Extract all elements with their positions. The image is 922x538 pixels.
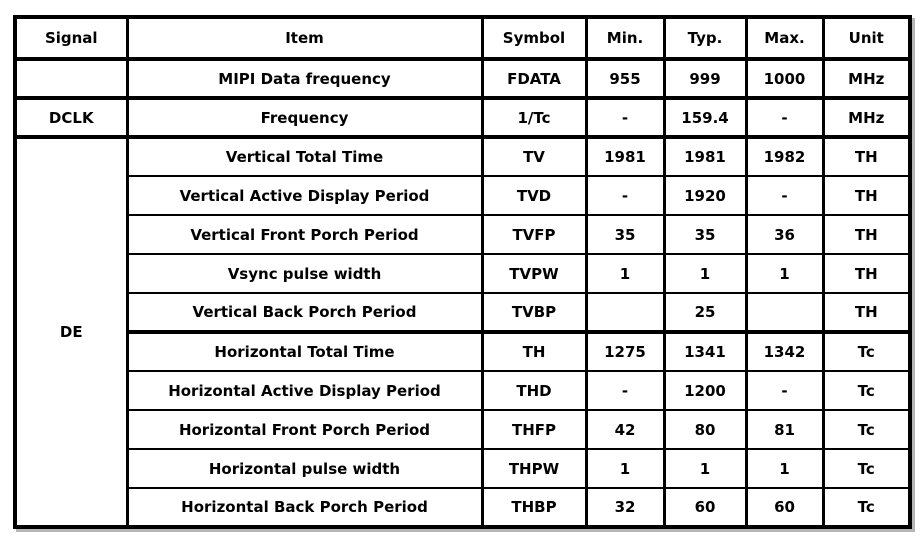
- unit-cell: TH: [823, 293, 910, 332]
- max-cell: 1000: [746, 59, 823, 98]
- typ-cell: 1341: [664, 332, 746, 371]
- signal-cell: DCLK: [15, 98, 127, 137]
- item-cell: Horizontal Total Time: [127, 332, 482, 371]
- symbol-cell: TVFP: [482, 215, 586, 254]
- unit-cell: Tc: [823, 371, 910, 410]
- max-cell: [746, 293, 823, 332]
- unit-cell: MHz: [823, 98, 910, 137]
- max-cell: 1982: [746, 137, 823, 176]
- typ-cell: 35: [664, 215, 746, 254]
- item-cell: MIPI Data frequency: [127, 59, 482, 98]
- typ-cell: 25: [664, 293, 746, 332]
- column-header-max: Max.: [746, 17, 823, 59]
- table-row: [15, 371, 910, 410]
- max-cell: 1: [746, 254, 823, 293]
- min-cell: 1275: [586, 332, 664, 371]
- unit-cell: Tc: [823, 410, 910, 449]
- item-cell: Vertical Active Display Period: [127, 176, 482, 215]
- item-cell: Horizontal Back Porch Period: [127, 488, 482, 527]
- typ-cell: 1: [664, 254, 746, 293]
- min-cell: 32: [586, 488, 664, 527]
- signal-cell-de: DE: [15, 137, 127, 527]
- column-header-item: Item: [127, 17, 482, 59]
- column-header-min: Min.: [586, 17, 664, 59]
- table-row: [15, 410, 910, 449]
- symbol-cell: THD: [482, 371, 586, 410]
- symbol-cell: TH: [482, 332, 586, 371]
- signal-cell: [15, 59, 127, 98]
- table-row: [15, 215, 910, 254]
- symbol-cell: TVPW: [482, 254, 586, 293]
- item-cell: Horizontal Front Porch Period: [127, 410, 482, 449]
- min-cell: 955: [586, 59, 664, 98]
- symbol-cell: THBP: [482, 488, 586, 527]
- item-cell: Horizontal Active Display Period: [127, 371, 482, 410]
- item-cell: Frequency: [127, 98, 482, 137]
- symbol-cell: TVD: [482, 176, 586, 215]
- column-header-signal: Signal: [15, 17, 127, 59]
- column-header-unit: Unit: [823, 17, 910, 59]
- min-cell: 1: [586, 254, 664, 293]
- column-header-symbol: Symbol: [482, 17, 586, 59]
- unit-cell: MHz: [823, 59, 910, 98]
- typ-cell: 1200: [664, 371, 746, 410]
- min-cell: 35: [586, 215, 664, 254]
- typ-cell: 1920: [664, 176, 746, 215]
- max-cell: 1: [746, 449, 823, 488]
- unit-cell: TH: [823, 254, 910, 293]
- table-row: [15, 98, 910, 137]
- max-cell: 1342: [746, 332, 823, 371]
- table-row: [15, 332, 910, 371]
- typ-cell: 1: [664, 449, 746, 488]
- table-row: [15, 137, 910, 176]
- typ-cell: 159.4: [664, 98, 746, 137]
- symbol-cell: TV: [482, 137, 586, 176]
- symbol-cell: 1/Tc: [482, 98, 586, 137]
- unit-cell: TH: [823, 176, 910, 215]
- symbol-cell: FDATA: [482, 59, 586, 98]
- symbol-cell: TVBP: [482, 293, 586, 332]
- unit-cell: Tc: [823, 488, 910, 527]
- min-cell: 42: [586, 410, 664, 449]
- item-cell: Vertical Total Time: [127, 137, 482, 176]
- column-header-typ: Typ.: [664, 17, 746, 59]
- item-cell: Vertical Back Porch Period: [127, 293, 482, 332]
- max-cell: -: [746, 98, 823, 137]
- item-cell: Vsync pulse width: [127, 254, 482, 293]
- typ-cell: 80: [664, 410, 746, 449]
- typ-cell: 999: [664, 59, 746, 98]
- min-cell: -: [586, 176, 664, 215]
- header-row: [15, 17, 910, 59]
- table-row: [15, 176, 910, 215]
- typ-cell: 1981: [664, 137, 746, 176]
- symbol-cell: THFP: [482, 410, 586, 449]
- min-cell: -: [586, 98, 664, 137]
- unit-cell: Tc: [823, 332, 910, 371]
- max-cell: -: [746, 371, 823, 410]
- symbol-cell: THPW: [482, 449, 586, 488]
- max-cell: 81: [746, 410, 823, 449]
- item-cell: Vertical Front Porch Period: [127, 215, 482, 254]
- unit-cell: TH: [823, 137, 910, 176]
- table-row: [15, 488, 910, 527]
- table-row: [15, 293, 910, 332]
- typ-cell: 60: [664, 488, 746, 527]
- max-cell: -: [746, 176, 823, 215]
- timing-spec-table: [13, 15, 912, 529]
- unit-cell: Tc: [823, 449, 910, 488]
- item-cell: Horizontal pulse width: [127, 449, 482, 488]
- table-row: [15, 254, 910, 293]
- max-cell: 60: [746, 488, 823, 527]
- unit-cell: TH: [823, 215, 910, 254]
- min-cell: 1981: [586, 137, 664, 176]
- min-cell: [586, 293, 664, 332]
- table-row: [15, 449, 910, 488]
- max-cell: 36: [746, 215, 823, 254]
- min-cell: -: [586, 371, 664, 410]
- min-cell: 1: [586, 449, 664, 488]
- table-row: [15, 59, 910, 98]
